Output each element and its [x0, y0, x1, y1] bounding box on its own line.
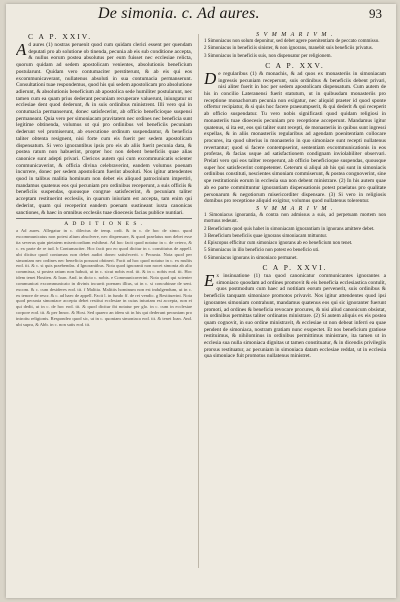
- summary-item: 3 Beneficium beneficiis quae ignorans simoniacam mittuntur.: [204, 233, 328, 239]
- left-column: [16, 31, 192, 590]
- chapter-incipit: x insinuatione: [216, 273, 250, 280]
- column-divider: [198, 34, 199, 568]
- book-page: [6, 4, 396, 598]
- chapter-text: [16, 42, 192, 216]
- summary-item: 2 Beneficium quod quis habet in simoniacam ignorantiam in ignorans amittere debet.: [204, 226, 375, 232]
- page-header: [6, 6, 396, 26]
- running-title: De simonia. c. Ad aures.: [98, 5, 260, 22]
- additiones-heading: A D D I T I O N E S .: [64, 221, 144, 228]
- chapter-body: (1) nostras peruenit quod cum quidam clerici essent per quendam deputati pro ab solutione ob tinenda, pecunia ab eis sub conditione accepta, & nullus eorum postea absolutus per eum fuisset nec ecclesiae relicta, quorum quidam ad sedem apostolicam venientes, absolutionis beneficium postularunt. Quidam vero contumaciter perstiterunt, & ab eis qui eos excommunicaverant, nullatenus absoluti in sua contumacia permanserunt. Consultationi tuae respondemus, quod his qui sedem apostolicam pro absolutione adierunt, & absolutionis beneficium ab apostolica sede humiliter postularunt, nec tamen cum ea quam prius dederant pecuniam recuperare valuerunt, iniungatur ut ecclesiae dent quod dederunt, & in suis ordinibus ministrent. Illi vero qui in contumacia permanserunt, donec satisfecerint, ab officio beneficioque suspensi permaneant. Quia vero per simoniacam pravitatem nec ordines nec beneficia sunt legitime obtinenda, volumus ut qui pro ordinibus vel beneficiis pecuniam dederunt vel promiserunt, ab executione ordinum suspendantur, & beneficia taliter obtenta resignent, nisi forte cum eis fuerit per sedem apostolicam dispensatum. Si vero ignorantibus ipsis pro eis ab aliis fuerit pecunia data, & postea ratum non habuerint, propter hoc non debent beneficiis quae alias canonice sunt adepti privari. Clericos autem qui cum excommunicatis scienter communicaverint, & officia divina celebraverint, eandem volumus poenam incurrere, donec per sedem apostolicam fuerint absoluti. Nos igitur attendentes quod in talibus malitia hominum non debet eis aliquod patrocinium impertiri, mandamus quatenus eos qui pecuniam pro ordinibus receperunt, a suis officiis & beneficiis suspendas, quousque congrue satisfecerint, & pecuniam taliter acceptam restituerint ecclesiis, in quarum iniuriam est accepta, tam enim qui dederint, quam qui receperint eandem poenam sustineant iuxta canonicas sanctiones, & haec in omnibus ecclesiis tuae dioecesis facias publice nuntiari.: [16, 42, 192, 216]
- chapter-heading: C A P. XXIV.: [28, 32, 93, 41]
- chapter-body: (1) tua quod canonicatur communicantes ignorantes a simoniaco quosdam ad ordines promovit & eis beneficia ecclesiastica contulit, quos postmodum cum haec ad notitiam eorum pervenerit, suis ordinibus & beneficiis tanquam simoniace promotos privavit. Nos igitur attendentes quod ipsi ignorantes simoniam contrahunt, mandamus quatenus eos qui sic ignoranter fuerunt promoti, ad ordines & beneficia revocare procures, & nisi aliud canonicum obsistat, in ordinibus permittas taliter ordinatos ministrare. (2) Si autem aliquis ex eis postea quam cognovit, in suo ordine ministravit, & ecclesiae ut non debeat inferri ea quae pendent de simoniaca, nostram gratiam nunc exspectet. Et nos beneficium gratiose restituimus, & nihilominus in ordinibus permittimus ministrare, ita tamen ut in ecclesia sua nulla simoniaca dignitas ut tamen constituatur, & in dicendis privilegiis prorsus restituatur, ac pecuniam in simoniaca datam ecclesiae reddat, ut in ecclesia qua simoniace fuit promotus nullatenus ministret.: [204, 273, 386, 360]
- summary-item: 2 Simoniacus in beneficiis sinister, & non ignorans, manebit suis beneficiis privatus.: [204, 46, 373, 52]
- summary-item: 4 Episcopus efficitur cum simoniaco ignorans ab eo beneficium non tenet.: [204, 241, 353, 247]
- chapter-body: (1) & monachis, & ad quos ex monasteriis in simoniacam ingressis pecuniam receperunt, suis ordinibus & beneficiis debent privari, nisi aliter fuerit in hoc per sedem apostolicam dispensatum. Cum autem de his in concilio Lateranensi fuerit statutum, ut in quibusdam monasteriis pro receptione monachorum pecunia non exigatur, nec aliquid praeter id quod sponte offertur recipiatur, & si quis hoc facere praesumpserit, & qui dederit & qui receperit ab officio suspendatur. Tu vero nobis significasti quod quidam religiosi in monasteriis tuae dioecesis pecuniam pro receptione acceperunt. Mandamus igitur quatenus, si ita est, eos qui taliter sunt recepti, de monasteriis in quibus sunt ingressi expellas, & in aliis monasteriis regularibus ad agendam poenitentiam collocare procures, ita quod ulterius in monasterio in quo simoniace sunt recepti nullatenus revertantur; quod si facere contempserint, sententiam excommunicationis in eos proferas, & facias usque ad satisfactionem condignam inviolabiliter observari. Prelati vero qui eos taliter receperunt, ab officio beneficioque suspendas, quousque super hoc satisfecerint competenter. Ceterum si aliqui ab his qui sunt in simoniacis ordinibus constituti, nescientes simoniam commiserunt, & postea congnoverint, sine spe restitutionis eorum in ecclesia sua non debent ministrare. (2) In his autem quae ab eo parte committuntur ignorantiam dispensationis potest praelatus pro qualitate personarum & negotiorum misericorditer dispensare. (3) Si vero in religiosis domibus pro receptione aliquid exigitur, volumus quod nullatenus tolerentur.: [204, 70, 386, 205]
- chapter-incipit: d aures: [28, 42, 45, 48]
- summary-item: 5 Simoniacus in illo beneficio non potest eo beneficio uti.: [204, 248, 320, 254]
- chapter-text: [204, 273, 386, 360]
- chapter-incipit: e regularibus: [218, 70, 248, 77]
- drop-capital: E: [204, 271, 215, 291]
- summary-item: 1 Simoniacus non solum deponitur, sed debet agere poenitentiam de peccato commisso.: [204, 39, 380, 44]
- section-rule: [16, 218, 192, 219]
- chapter-heading: C A P. XXV.: [265, 60, 325, 70]
- summary-heading: S V M M A R I V M .: [256, 205, 334, 212]
- page-number: 93: [369, 6, 382, 21]
- drop-capital: A: [16, 40, 27, 59]
- summary-item: 3 Simoniacus in beneficiis suis, non dispensatur per religionem.: [204, 53, 332, 59]
- chapter-text: [204, 68, 386, 205]
- drop-capital: D: [204, 68, 217, 88]
- summary-heading: S V M M A R I V M .: [256, 32, 334, 38]
- chapter-heading: C A P. XXVI.: [262, 263, 328, 273]
- additiones-text: a Ad aures. Allegatur in c. dilectus de temp. ordi. & in c. de hoc de simo. quod excommunicatus non potest alium absolvere, nec dispensare, & quod praelatus non debet esse ita severus quin pietatem misericordiam exhibeat. Ad hoc facit quod notatur in c. de cetero, & c. ex parte de re iud. b Contumaciter. Hoc facit pro eo quod dicitur in c. constitutus de appell. ubi dicitur quod contumax non debet audiri donec satisfecerit. c Pecunia. Nota quod per simoniam nec ordines nec beneficia possunt obtineri. Facit ad hoc quod notatur in c. ex multis eod. tit. & c. si quis praebendas. d Ignorantibus. Nota quod ignoranti non nocet simonia ab alio commissa, si postea ratum non habuit, ut in c. sicut nobis eod. tit. & in c. nobis eod. tit. Hoc idem tenet Hostien. & Ioan. And. in dicto c. nobis. e Communicaverint. Nota quod qui scienter communicat excommunicato in divinis incurrit poenam illius, ut in c. si concubinae de sent. excom. & c. cum desideres eod. tit. f Malitia. Malitiis hominum non est indulgendum, ut in c. ex tenore de rescr. & c. ad haec de appell. Facit l. in fundo ff. de rei vendic. g Restituerint. Nota quod pecunia simoniace accepta debet restitui ecclesiae in cuius iniuriam est accepta, non ei qui dedit, ut in c. de hoc eod. tit. & quod dicitur ibi notatur per glo. in c. cum in ecclesiae corpore eod. tit. & per Innoc. & Host. Sed quaero an idem sit in his qui dederunt pecuniam pro introitu religionis. Respondeo quod sic, ut in c. quoniam simoniaca eod. tit. & tenet Ioan. And. ubi supra, & Abb. in c. non satis eod. tit.: [16, 228, 192, 327]
- right-column: [204, 31, 386, 590]
- summary-item: 1 Simoniacus ignorantia, & contra non admissus a suis, ad perpetuam mortem non mortuus redeunt.: [204, 212, 386, 225]
- summary-item: 6 Simoniacus ignorans in simoniaco permanet.: [204, 255, 298, 261]
